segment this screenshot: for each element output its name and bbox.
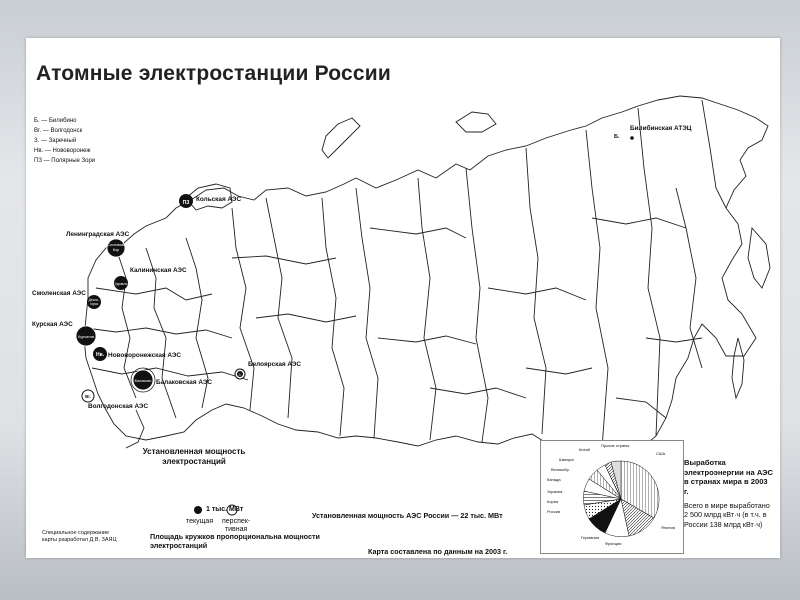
legend-unit: 1 тыс. МВт xyxy=(206,506,244,513)
leningrad-marker xyxy=(107,239,125,257)
pie-label-france: Франция xyxy=(605,541,622,546)
kola-marker xyxy=(179,194,193,208)
svg-text:Сосновый: Сосновый xyxy=(107,243,125,247)
pie-note: Всего в мире выработано 2 500 млрд кВт·ч (в т.ч. в России 138 млрд кВт·ч) xyxy=(684,501,770,529)
abbr-item: З. — Заречный xyxy=(34,138,77,144)
bilibino-marker xyxy=(630,136,634,140)
capacity-note: Установленная мощность АЭС России — 22 тыс. МВт xyxy=(312,511,503,520)
country-outline xyxy=(84,96,768,458)
abbreviation-list xyxy=(34,116,95,166)
badge-bilibino: Б. xyxy=(614,134,620,140)
map-slide xyxy=(26,38,780,558)
pie-label-sweden: Швеция xyxy=(559,457,574,462)
abbr-item: Вг. — Волгодонск xyxy=(34,128,83,134)
pie-label-other: Прочие страны xyxy=(601,443,630,448)
svg-text:Курчатов: Курчатов xyxy=(78,335,94,339)
pie-label-ukraine: Украина xyxy=(547,489,563,494)
credit-note: Специальное содержание карты разработал Д.В. ЗАЯЦ xyxy=(42,530,117,543)
abbr-item: ПЗ — Полярные Зори xyxy=(34,158,96,164)
svg-text:ПЗ: ПЗ xyxy=(182,200,190,206)
balakovo-marker xyxy=(131,368,155,392)
label-leningrad: Ленинградская АЭС xyxy=(66,231,130,238)
legend-current: текущая xyxy=(186,518,214,525)
svg-text:Вг.: Вг. xyxy=(85,394,91,399)
pie-label-usa: США xyxy=(656,451,666,456)
legend-prospective: перспек- тивная xyxy=(222,518,251,533)
svg-text:Десно-: Десно- xyxy=(88,298,100,302)
beloyarsk-marker xyxy=(235,369,245,379)
label-kalinin: Калининская АЭС xyxy=(130,267,187,274)
label-smolensk: Смоленская АЭС xyxy=(32,290,86,297)
pie-label-korea: Корея xyxy=(547,499,559,504)
svg-text:Удомля: Удомля xyxy=(114,282,128,286)
svg-text:горск: горск xyxy=(89,302,99,306)
label-kursk: Курская АЭС xyxy=(32,321,73,328)
pie-chart-box xyxy=(540,440,684,554)
pie-title: Выработка электроэнергии на АЭС в странах мира в 2003 г. xyxy=(684,458,773,496)
label-novovoronezh: Нововоронежская АЭС xyxy=(108,352,182,359)
abbr-item: Б. — Билибино xyxy=(34,118,77,124)
pie-label-uk: Великобр. xyxy=(551,467,570,472)
label-volgodonsk: Волгодонская АЭС xyxy=(88,403,149,410)
pie-label-germany: Германия xyxy=(581,535,599,540)
pie-label-china: Китай xyxy=(579,447,590,452)
label-bilibino: Билибинская АТЭЦ xyxy=(630,125,692,132)
pie-label-canada: Канада xyxy=(547,477,561,482)
pie-label-japan: Япония xyxy=(661,525,675,530)
svg-text:З.: З. xyxy=(238,373,242,377)
svg-text:Нв.: Нв. xyxy=(95,352,105,358)
label-balakovo: Балаковская АЭС xyxy=(156,379,212,386)
label-kola: Кольская АЭС xyxy=(196,196,242,203)
legend-current-circle xyxy=(194,506,202,514)
svg-text:Бор: Бор xyxy=(112,248,120,252)
legend-title: Установленная мощность электростанций xyxy=(142,447,246,466)
pie-chart xyxy=(541,441,683,553)
source-note: Карта составлена по данным на 2003 г. xyxy=(368,547,508,556)
label-beloyarsk: Белоярская АЭС xyxy=(248,361,302,368)
volgodonsk-marker xyxy=(82,390,94,402)
pie-label-russia: Россия xyxy=(547,509,561,514)
kursk-marker xyxy=(76,326,96,346)
abbr-item: Нв. — Нововоронеж xyxy=(34,148,91,154)
novovoronezh-marker xyxy=(93,347,107,361)
area-note: Площадь кружков пропорциональна мощности электростанций xyxy=(150,532,320,550)
kalinin-marker xyxy=(114,276,128,290)
page-title: Атомные электростанции России xyxy=(36,62,392,85)
svg-text:Балаково: Балаково xyxy=(134,379,152,383)
smolensk-marker xyxy=(87,295,101,309)
